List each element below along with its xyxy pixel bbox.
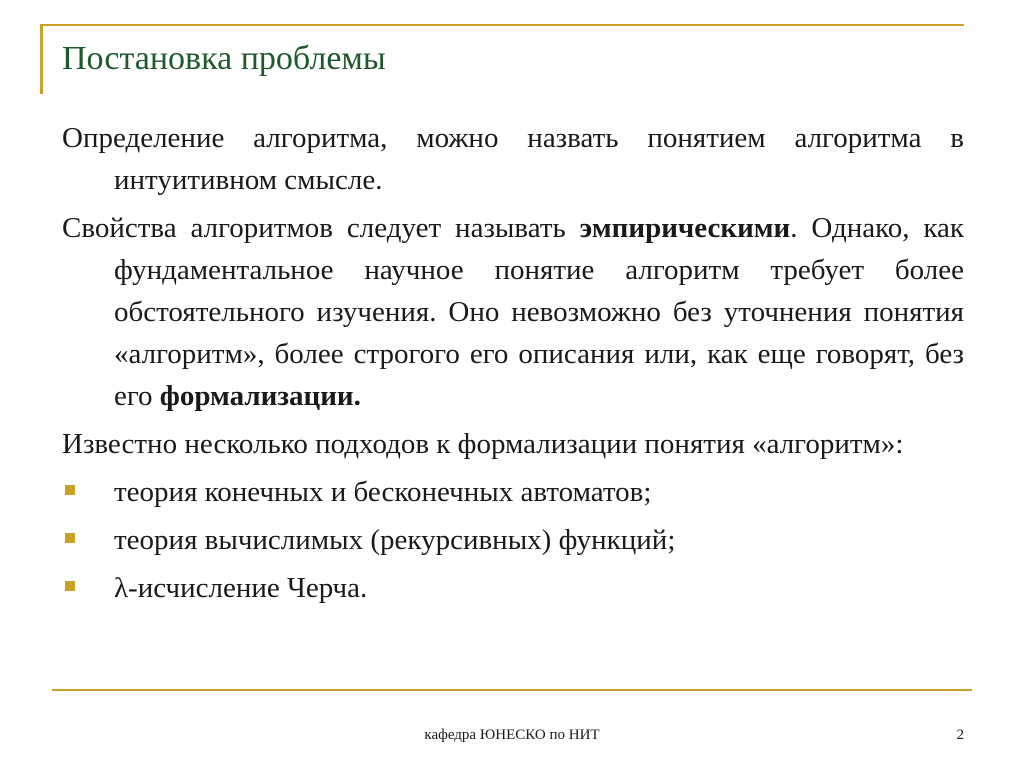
paragraph-definition: Определение алгоритма, можно назвать понятием алгоритма в интуитивном смысле. (62, 122, 964, 196)
emphasis-formalization: формализации. (159, 380, 361, 412)
title-left-rule (40, 24, 43, 94)
paragraph-approaches: Известно несколько подходов к формализации понятия «алгоритм»: (62, 428, 904, 460)
square-bullet-icon (65, 581, 75, 591)
footer-caption: кафедра ЮНЕСКО по НИТ (424, 727, 600, 743)
slide-title: Постановка проблемы (62, 40, 386, 77)
paragraph-properties-part2: . Однако, как фундаментальное научное понятие алгоритм требует более обстоятельного изучения. Оно невозможно без уточнения понятия «алгоритм», более строгого его описания или, как еще говорят, без его (114, 212, 964, 412)
bullet-item-recursive-functions (62, 519, 964, 561)
paragraph-properties-part1: Свойства алгоритмов следует называть (62, 212, 580, 244)
square-bullet-icon (65, 533, 75, 543)
square-bullet-icon (65, 485, 75, 495)
bullet-item-lambda-calculus (62, 567, 964, 609)
footer-rule (52, 689, 972, 691)
slide-body (62, 117, 964, 615)
paragraph-properties (62, 207, 964, 417)
emphasis-empirical: эмпирическими (579, 212, 791, 244)
title-top-rule (40, 24, 964, 26)
bullet-item-automata (62, 471, 964, 513)
bullet-text: теория вычислимых (рекурсивных) функций; (114, 524, 676, 556)
bullet-text: λ-исчисление Черча. (114, 572, 368, 604)
page-number: 2 (956, 727, 964, 743)
bullet-text: теория конечных и бесконечных автоматов; (114, 476, 652, 508)
